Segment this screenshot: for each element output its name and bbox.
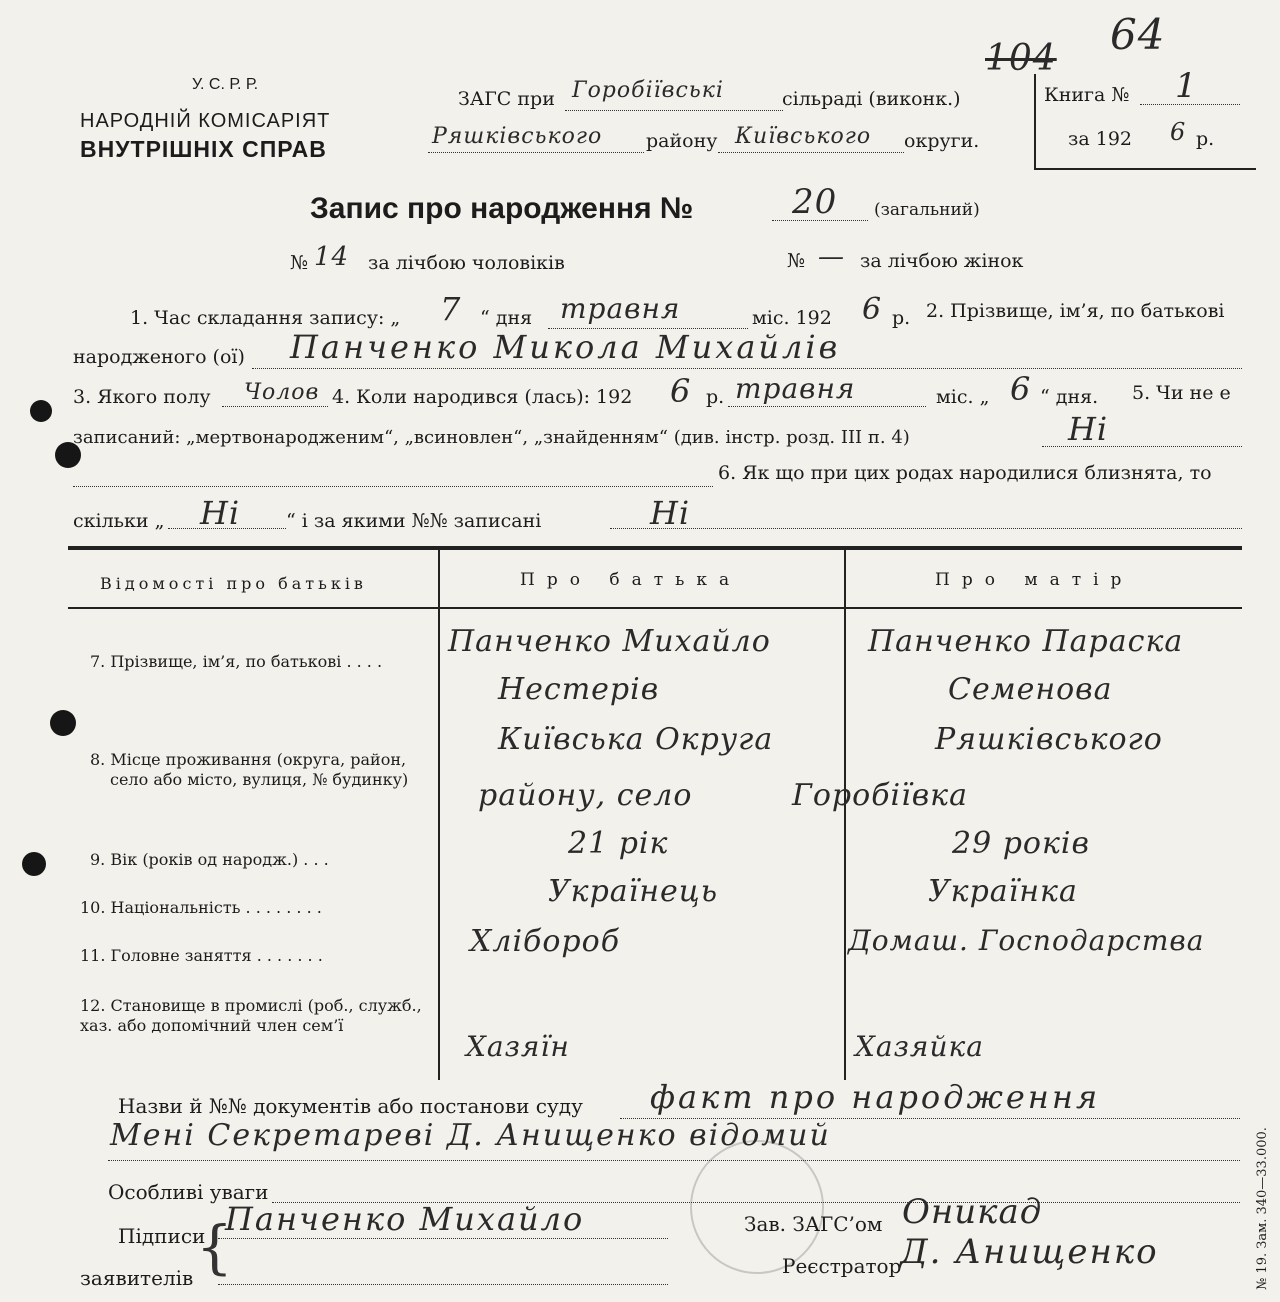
registrar-label: Реєстратор (782, 1254, 902, 1278)
corner-number-struck: 104 (985, 38, 1057, 79)
q6-label: 6. Як що при цих родах народилися близнята, то (718, 462, 1212, 484)
men-prefix: № (290, 252, 308, 274)
zags-prefix: ЗАГС при (458, 88, 555, 110)
q5-label: 5. Чи не е (1132, 382, 1231, 404)
punch-hole (50, 710, 76, 736)
q6-count-handwritten: Ні (200, 494, 241, 532)
women-number-handwritten: — (818, 242, 845, 272)
book-label: Книга № (1044, 84, 1130, 106)
q3-handwritten: Чолов (244, 380, 320, 405)
district-handwritten: Ряшківського (432, 124, 603, 149)
row12-label2: хаз. або допомічний член сем’ї (80, 1016, 344, 1035)
col-info-header: Відомості про батьків (100, 574, 367, 593)
men-label: за лічбою чоловіків (368, 252, 565, 274)
q1-year-handwritten: 6 (862, 292, 883, 327)
row8b-mother: Горобіївка (792, 778, 968, 813)
book-number-handwritten: 1 (1175, 66, 1198, 106)
q1-month-handwritten: травня (560, 292, 681, 325)
row10-mother: Українка (928, 874, 1078, 909)
village-handwritten: Горобіївські (572, 78, 724, 103)
commissariat-line2: ВНУТРІШНІХ СПРАВ (80, 136, 327, 162)
usrr-label: У. С. Р. Р. (192, 76, 259, 93)
row12-father: Хазяїн (466, 1030, 570, 1063)
col-mother-header: Про матір (935, 570, 1134, 590)
q4-day-handwritten: 6 (1010, 370, 1032, 408)
punch-hole (30, 400, 52, 422)
col-father-header: Про батька (520, 570, 742, 590)
row8-label2: село або місто, вулиця, № будинку) (110, 770, 409, 789)
signatures-label-2: заявителів (80, 1266, 194, 1290)
okrug-handwritten: Київського (735, 124, 872, 149)
side-print: № 19. Зам. 340—33.000. (1255, 1127, 1270, 1290)
row8-father: Київська Округа (498, 722, 774, 757)
row11-mother: Домаш. Господарства (848, 924, 1205, 957)
head-signature: Оникад (902, 1192, 1043, 1232)
q4-r: р. (706, 386, 725, 408)
row8-label: 8. Місце проживання (округа, район, (90, 750, 407, 769)
q4-mis-label: міс. „ (936, 386, 990, 408)
year-suffix: р. (1196, 128, 1215, 150)
q3-label: 3. Якого полу (73, 386, 211, 408)
corner-number: 64 (1110, 10, 1166, 59)
q1-r: р. (892, 307, 911, 329)
row7-father: Панченко Михайло (448, 624, 771, 659)
row10-father: Українець (548, 874, 719, 909)
docs-handwritten-1: факт про народження (650, 1078, 1101, 1116)
special-label: Особливі уваги (108, 1180, 269, 1204)
row12-mother: Хазяйка (855, 1030, 984, 1063)
okrugy-label: округи. (904, 130, 980, 152)
women-prefix: № (787, 250, 805, 272)
row8b-father: району, село (478, 778, 693, 813)
q4-year-handwritten: 6 (670, 372, 692, 410)
docs-handwritten-2: Мені Секретареві Д. Анищенко відомий (110, 1118, 831, 1153)
commissariat-line1: НАРОДНІЙ КОМІСАРІЯТ (80, 110, 331, 132)
row9-label: 9. Вік (років од народж.) . . . (90, 850, 329, 869)
women-label: за лічбою жінок (860, 250, 1024, 272)
q6-numbers-handwritten: Ні (650, 494, 691, 532)
general-label: (загальний) (874, 200, 980, 220)
row9-father: 21 рік (568, 826, 669, 861)
selradi-label: сільраді (виконк.) (782, 88, 961, 110)
row7b-mother: Семенова (948, 672, 1113, 707)
row8-mother: Ряшківського (935, 722, 1163, 757)
q6-line2-a: скільки „ (73, 510, 165, 532)
record-number-handwritten: 20 (792, 182, 838, 222)
row12-label: 12. Становище в промислі (роб., служб., (80, 996, 422, 1015)
row11-label: 11. Головне заняття . . . . . . . (80, 946, 323, 965)
year-digit-handwritten: 6 (1170, 118, 1187, 146)
q4-day-suffix: “ дня. (1040, 386, 1099, 408)
punch-hole (22, 852, 46, 876)
registrar-signature: Д. Анищенко (900, 1232, 1159, 1272)
row9-mother: 29 років (952, 826, 1090, 861)
q5-handwritten: Ні (1068, 410, 1109, 448)
raionu-label: району (646, 130, 718, 152)
q1-day-handwritten: 7 (440, 290, 462, 328)
q2-label: 2. Прізвище, ім’я, по батькові (926, 300, 1225, 322)
q4-month-handwritten: травня (735, 372, 856, 405)
q1-label: 1. Час складання запису: „ (130, 307, 401, 329)
q2-name-handwritten: Панченко Микола Михайлів (290, 328, 841, 366)
head-label: Зав. ЗАГС’ом (744, 1212, 883, 1236)
q4-label: 4. Коли народився (лась): 192 (332, 386, 633, 408)
docs-label: Назви й №№ документів або постанови суду (118, 1094, 583, 1118)
row7-mother: Панченко Параска (868, 624, 1184, 659)
year-prefix: за 192 (1068, 128, 1132, 150)
q1-mis-label: міс. 192 (752, 307, 832, 329)
men-number-handwritten: 14 (314, 242, 350, 272)
q6-line2-b: “ і за якими №№ записані (286, 510, 542, 532)
row10-label: 10. Національність . . . . . . . . (80, 898, 322, 917)
row11-father: Хлібороб (470, 924, 621, 959)
q5-line2: записаний: „мертвонародженим“, „всиновлен“, „знайденням“ (див. інстр. розд. III п. 4) (73, 427, 910, 448)
q2-line2: народженого (ої) (73, 346, 245, 368)
signatures-label-1: Підписи (118, 1224, 206, 1248)
row7b-father: Нестерів (498, 672, 660, 707)
q1-day-suffix: “ дня (480, 307, 533, 329)
record-title: Запис про народження № (310, 192, 694, 225)
signatures-brace: { (196, 1213, 233, 1281)
row7-label: 7. Прізвище, ім’я, по батькові . . . . (90, 652, 383, 671)
applicant-signature: Панченко Михайло (225, 1200, 585, 1238)
